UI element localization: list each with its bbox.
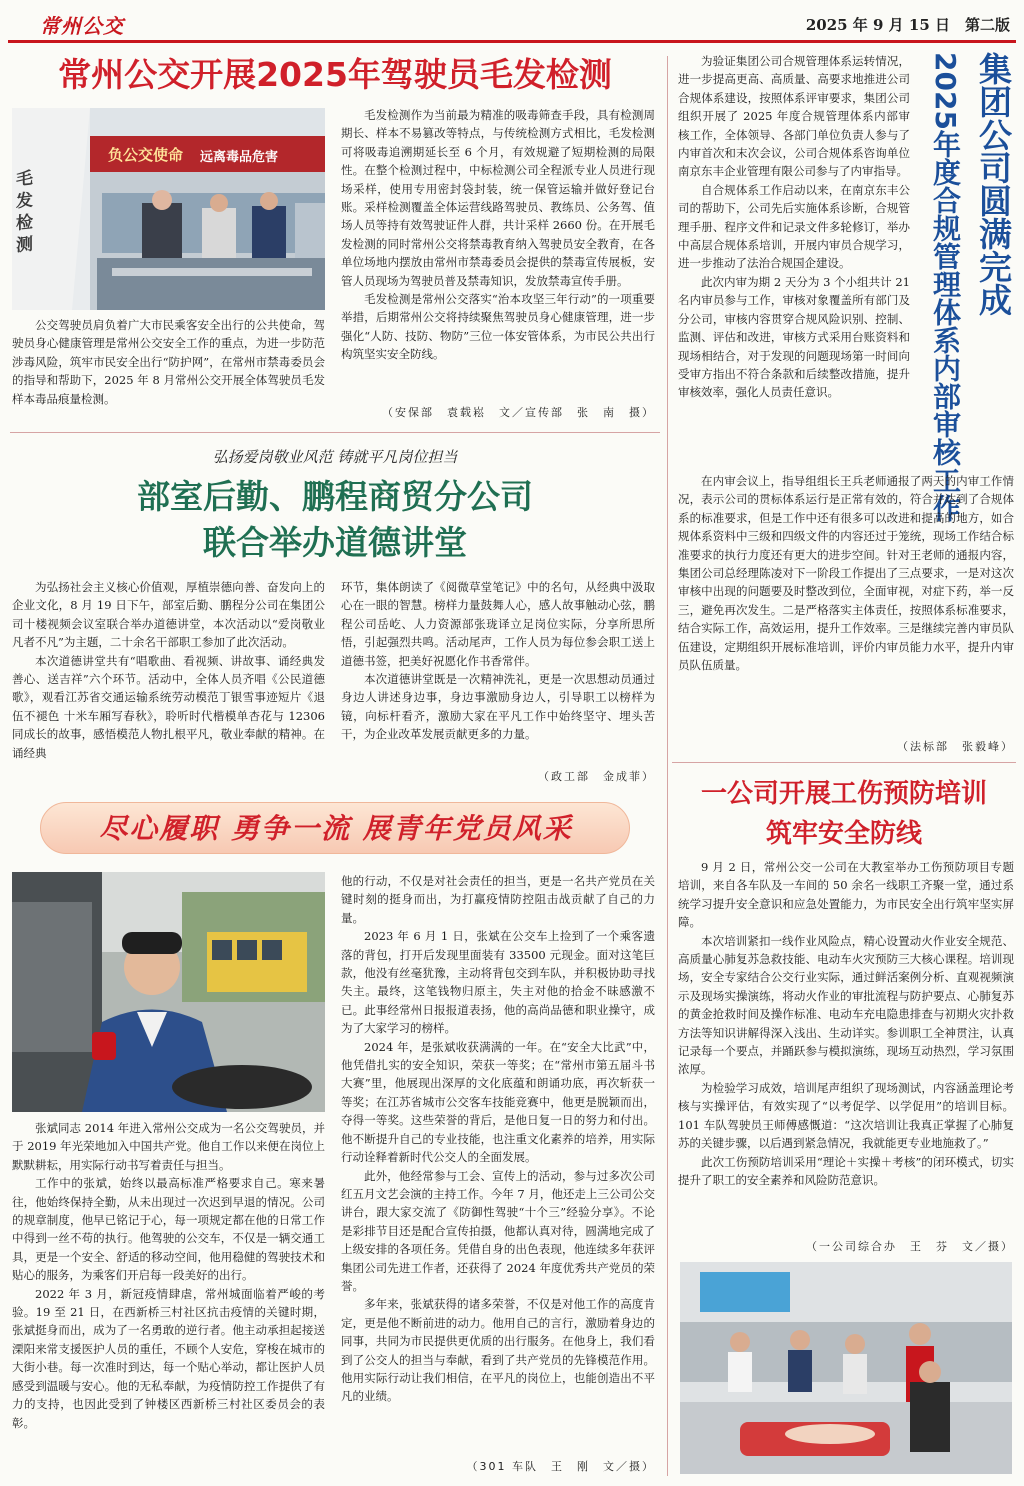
article4-title-line1: 集团公司圆满完成: [974, 52, 1013, 316]
divider: [10, 432, 660, 433]
article2-paragraph: 为弘扬社会主义核心价值观，厚植崇德向善、奋发向上的企业文化，8 月 19 日下午，部室后勤、鹏程分公司在集团公司十楼视频会议室联合举办道德讲堂，本次活动以“爱岗敬业 凡者不凡”为主题，二十余名干部职工参加了此次活动。: [12, 580, 325, 650]
article4-column: [678, 52, 910, 402]
article1-title: 常州公交开展2025年驾驶员毛发检测: [58, 55, 612, 94]
article1-left-column: [12, 316, 325, 408]
article5-column: [678, 858, 1014, 1189]
article3-credit: （301 车队 王 刚 文／摄）: [466, 1460, 655, 1473]
column-divider: [667, 56, 668, 1476]
article2-left-column: [12, 578, 325, 762]
article5-title-line2: 筑牢安全防线: [765, 819, 922, 849]
article2-title-line2: 联合举办道德讲堂: [203, 523, 467, 562]
divider: [672, 762, 1016, 763]
article1-left-paragraph: 公交驾驶员肩负着广大市民乘客安全出行的公共使命，驾驶员身心健康管理是常州公交安全工作的重点，为进一步防范涉毒风险，筑牢市民安全出行“防护网”，在常州市禁毒委员会的指导和帮助下，2025 年 8 月常州公交开展全体驾驶员毛发样本毒品痕量检测。: [12, 318, 325, 406]
article1-paragraph: 毛发检测作为当前最为精准的吸毒筛查手段，具有检测周期长、样本不易篡改等特点，与传统检测方式相比，毛发检测可将吸毒追溯期延长至 6 个月，有效规避了短期检测的局限性。在整个检测过程中，中标检测公司全程派专业人员进行现场采样，使用专用密封袋封装，统一保管运输并做好登记台账。采样检测覆盖全体运营线路驾驶员、教练员、公务驾、值场人员等持有效驾驶证件人群，共计采样 2660 份。在开展毛发检测的同时常州公交将禁毒教育纳入驾驶员安全教育，在各单位场地内摆放由常州市禁毒委员会提供的禁毒宣传展板，安管人员现场为驾驶员普及禁毒知识，发放禁毒宣传手册。: [341, 108, 655, 288]
article3-paragraph: 多年来，张斌获得的诸多荣誉，不仅是对他工作的高度肯定，更是他不断前进的动力。他用自己的言行，激励着身边的同事，共同为市民提供更优质的出行服务。在他身上，我们看到了公交人的担当与奉献，看到了共产党员的先锋模范作用。他用实际行动让我们相信，在平凡的岗位上，也能创造出不平凡的业绩。: [341, 1297, 655, 1404]
article5-title-line1: 一公司开展工伤预防培训: [700, 779, 987, 809]
article2-paragraph-continued: 环节，集体朗读了《阅微草堂笔记》中的名句，从经典中汲取心在一眼的智慧。榜样力量鼓舞人心，感人故事触动心弦，鹏程公司岳屹、人力资源部张珑译立足岗位实际，分享所思所悟，引起强烈共鸣。活动尾声，工作人员为每位参会职工送上道德书签，把美好祝愿化作书香常伴。: [341, 580, 655, 668]
article4-paragraph: 此次内审为期 2 天分为 3 个小组共计 21 名内审员参与工作，审核对象覆盖所有部门及分公司，审核内容贯穿合规风险识别、控制、监测、评估和改进，审核方式采用台账资料和现场相结合，对于发现的问题现场第一时间向受审方指出不符合条款和后续整改措施，提升审核效率，强化人员责任意识。: [678, 274, 910, 400]
article3-paragraph: 张斌同志 2014 年进入常州公交成为一名公交驾驶员，并于 2019 年光荣地加入中国共产党。他自工作以来便在岗位上默默耕耘，用实际行动书写着责任与担当。: [12, 1121, 325, 1172]
article3-banner-text: 尽心履职 勇争一流 展青年党员风采: [99, 812, 573, 845]
photo-sign-hair-test: 毛发检测: [16, 168, 33, 257]
article2-right-column: [341, 578, 655, 744]
masthead-date-edition: 2025 年 9 月 15 日 第二版: [805, 16, 1010, 34]
article5-paragraph: 此次工伤预防培训采用“理论＋实操＋考核”的闭环模式，切实提升了职工的安全素养和风险防范意识。: [678, 1154, 1014, 1187]
article1-credit: （安保部 袁载崧 文／宣传部 张 南 摄）: [382, 406, 655, 419]
article2-paragraph: 本次道德讲堂共有“唱歌曲、看视频、讲故事、诵经典发善心、送吉祥”六个环节。活动中，全体人员齐唱《公民道德歌》，观看江苏省交通运输系统劳动模范丁银雪事迹短片《退伍不褪色 十米车厢写春秋》，聆听时代楷模单杏花与 12306 同成长的故事，感悟模范人物扎根平凡，敬业奉献的精神。在诵经典: [12, 653, 325, 760]
article1-right-column: [341, 106, 655, 364]
article3-paragraph: 2023 年 6 月 1 日，张斌在公交车上捡到了一个乘客遗落的背包，打开后发现里面装有 33500 元现金。面对这笔巨款，他没有丝毫犹豫，主动将背包交到车队，并积极协助寻找失主。最终，这笔钱物归原主，失主对他的拾金不昧感激不已。此事经常州日报报道表扬，他的高尚品德和职业操守，成为了大家学习的榜样。: [341, 929, 655, 1036]
article2-kicker: 弘扬爱岗敬业风范 铸就平凡岗位担当: [212, 448, 458, 466]
article1-paragraph: 毛发检测是常州公交落实“治本攻坚三年行动”的一项重要举措，后期常州公交将持续聚焦驾驶员身心健康管理，进一步强化“人防、技防、物防”三位一体安管体系，为市民公共出行构筑坚实安全防线。: [341, 292, 655, 362]
article4-credit: （法标部 张毅峰）: [897, 740, 1014, 753]
masthead-rule: [8, 40, 1016, 43]
article3-left-column: [12, 1119, 325, 1432]
photo-sign-drug: 远离毒品危害: [200, 150, 279, 165]
article3-paragraph: 2024 年，是张斌收获满满的一年。在“安全大比武”中，他凭借扎实的安全知识，荣获一等奖；在“常州市第五届斗书大赛”里，他展现出深厚的文化底蕴和朗诵功底，再次斩获一等奖；在江苏省城市公交客车技能竞赛中，他更是脱颖而出，夺得一等奖。这些荣誉的背后，是他日复一日的努力和付出。他不断提升自己的专业技能，也注重文化素养的培养，用实际行动诠释着新时代公交人的全面发展。: [341, 1039, 655, 1165]
article2-credit: （政工部 金成菲）: [538, 770, 655, 783]
article5-photo: [680, 1262, 1012, 1474]
article3-paragraph: 工作中的张斌，始终以最高标准严格要求自己。寒来暑往，他始终保持全勤，从未出现过一次迟到早退的情况。公司的规章制度，他早已铭记于心，每一项规定都在他的日常工作中得到一丝不苟的执行。他驾驶的公交车，不仅是一辆交通工具，更是一个安全、舒适的移动空间，他用稳健的驾驶技术和贴心的服务，为乘客们开启每一段美好的出行。: [12, 1176, 325, 1283]
photo-sign-mission: 负公交使命: [108, 146, 184, 164]
article1-photo: [12, 108, 325, 310]
article3-paragraph-continued: 他的行动，不仅是对社会责任的担当，更是一名共产党员在关键时刻的挺身而出，为打赢疫情防控阻击战贡献了自己的力量。: [341, 874, 655, 925]
article2-paragraph: 本次道德讲堂既是一次精神洗礼，更是一次思想动员通过身边人讲述身边事，身边事激励身边人，引导职工以榜样为镜，向标杆看齐，激励大家在平凡工作中始终坚守、埋头苦干，为企业改革发展贡献更多的力量。: [341, 672, 655, 742]
article3-right-column: [341, 872, 655, 1406]
article4-paragraph: 为验证集团公司合规管理体系运转情况，进一步提高更高、高质量、高要求地推进公司合规体系建设，按照体系评审要求，集团公司组织开展了 2025 年度合规管理体系内部审核工作，全体领导、各部门单位负责人参与了内审首次和末次会议，公司合规体系咨询单位南京东丰企业管理有限公司参与了内审指导。: [678, 54, 910, 179]
article3-banner: [40, 802, 630, 854]
article4-paragraph: 在内审会议上，指导组组长王兵老师通报了两天的内审工作情况，表示公司的贯标体系运行是正常有效的，符合并达到了合规体系的标准要求，但是工作中还有很多可以改进和提高的地方，如合规体系资料中三级和四级文件的内容还过于笼统，现场工作结合标准要求的执行力度还有更大的进步空间。针对王老师的通报内容，集团公司总经理陈凌对下一阶段工作提出了三点要求，一是对这次审核中出现的问题要及时整改到位，全面审视，对症下药，举一反三，避免再次发生。二是严格落实主体责任，按照体系标准要求，结合实际工作，高效运用，提升工作效率。三是继续完善内审员队伍建设，定期组织开展标准培训，评价内审员能力水平，提升内审员队伍质量。: [678, 474, 1014, 673]
article4-title-line2: 2025年度合规管理体系内部审核工作: [929, 52, 962, 522]
masthead: [0, 0, 1024, 44]
article5-credit: （一公司综合办 王 芬 文／摄）: [806, 1240, 1014, 1253]
article3-paragraph: 此外，他经常参与工会、宣传上的活动，参与过多次公司红五月文艺会演的主持工作。今年 7 月，他还走上三公司公交讲台，跟大家交流了《防御性驾驶“十个三”经验分享》。不论是彩排节目还是配合宣传拍摄，他都认真对待，圆满地完成了上级安排的各项任务。凭借自身的出色表现，他连续多年获评集团公司先进工作者，还获得了 2024 年度优秀共产党员的荣誉。: [341, 1168, 655, 1293]
article4-paragraph: 自合规体系工作启动以来，在南京东丰公司的帮助下，公司先后实施体系诊断，合规管理手册、程序文件和记录文件多轮修订，举办中高层合规体系培训，开展内审员合规学习，进一步推动了法治合规国企建设。: [678, 182, 910, 271]
article3-paragraph: 2022 年 3 月，新冠疫情肆虐，常州城面临着严峻的考验。19 至 21 日，在西新桥三村社区抗击疫情的关键时期，张斌挺身而出，成为了一名勇敢的逆行者。他主动承担起接送溧阳来常支援医护人员的重任，不顾个人安危，穿梭在城市的大街小巷。每一次准时到达，每一个贴心举动，都让医护人员感受到温暖与安心。他的无私奉献，为疫情防控工作提供了有力的支持，也因此受到了钟楼区西新桥三村社区委员会的表彰。: [12, 1286, 325, 1430]
article4-column-wide: [678, 472, 1014, 674]
article3-photo: [12, 872, 325, 1112]
article2-title-line1: 部室后勤、鹏程商贸分公司: [137, 477, 533, 516]
article5-paragraph: 本次培训紧扣一线作业风险点，精心设置动火作业安全规范、高质量心肺复苏急救技能、电动车火灾预防三大核心课程。培训现场，安全专家结合公交行业实际，通过鲜活案例分析、直观视频演示及现场实操演练，将动火作业的审批流程与防护要点、心肺复苏的黄金抢救时间及操作标准、电动车充电隐患排查与初期火灾扑救方法等知识讲解得深入浅出、生动详实。参训职工全神贯注，认真记录每一个要点，并踊跃参与模拟演练，现场互动热烈，学习氛围浓厚。: [678, 933, 1014, 1077]
article5-paragraph: 9 月 2 日，常州公交一公司在大教室举办工伤预防项目专题培训，来自各车队及一车间的 50 余名一线职工齐聚一堂，通过系统学习提升安全意识和应急处置能力，为市民安全出行筑牢坚实屏障。: [678, 860, 1014, 930]
masthead-logo: 常州公交: [40, 14, 124, 38]
article5-paragraph: 为检验学习成效，培训尾声组织了现场测试，内容涵盖理论考核与实操评估，有效实现了“以考促学、以学促用”的培训目标。101 车队驾驶员王师傅感慨道：“这次培训让我真正掌握了心肺复苏的关键步骤，以后遇到紧急情况，我就能更专业地施救了。”: [678, 1080, 1014, 1151]
